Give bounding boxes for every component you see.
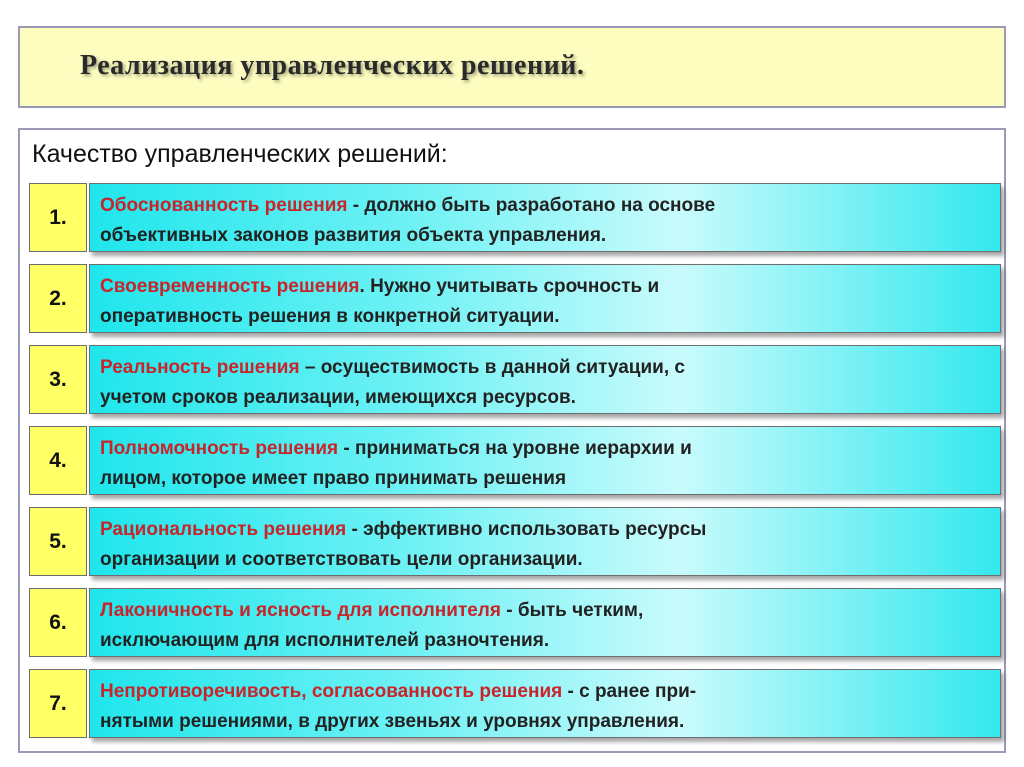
item-description	[89, 507, 1001, 576]
item-number: 5.	[29, 507, 87, 576]
item-text: - быть четким, исключающим для исполнителей разночтения.	[100, 600, 644, 651]
item-number: 7.	[29, 669, 87, 738]
list-item	[29, 507, 999, 578]
item-term: Реальность решения	[100, 357, 300, 378]
item-text: - эффективно использовать ресурсы организации и соответствовать цели организации.	[100, 519, 707, 570]
item-description	[89, 588, 1001, 657]
list-item	[29, 264, 999, 335]
item-text: - должно быть разработано на основе объективных законов развития объекта управления.	[100, 195, 716, 246]
item-term: Лаконичность и ясность для исполнителя	[100, 600, 501, 621]
slide-title: Реализация управленческих решений.	[80, 50, 585, 81]
item-term: Своевременность решения	[100, 276, 360, 297]
item-description	[89, 426, 1001, 495]
item-number: 4.	[29, 426, 87, 495]
item-text: – осуществимость в данной ситуации, с учетом сроков реализации, имеющихся ресурсов.	[100, 357, 685, 408]
item-text: - с ранее при- нятыми решениями, в других звеньях и уровнях управления.	[100, 681, 697, 732]
item-number: 2.	[29, 264, 87, 333]
list-item	[29, 588, 999, 659]
item-number: 1.	[29, 183, 87, 252]
title-banner	[18, 26, 1006, 108]
list-item	[29, 669, 999, 740]
content-panel	[18, 128, 1006, 753]
item-description	[89, 669, 1001, 738]
item-description	[89, 183, 1001, 252]
list-item	[29, 426, 999, 497]
item-term: Обоснованность решения	[100, 195, 348, 216]
item-term: Полномочность решения	[100, 438, 339, 459]
item-text: . Нужно учитывать срочность и оперативность решения в конкретной ситуации.	[100, 276, 660, 327]
item-description	[89, 345, 1001, 414]
item-text: - приниматься на уровне иерархии и лицом, которое имеет право принимать решения	[100, 438, 692, 489]
item-number: 6.	[29, 588, 87, 657]
item-description	[89, 264, 1001, 333]
list-item	[29, 183, 999, 254]
item-term: Непротиворечивость, согласованность решения	[100, 681, 563, 702]
list-item	[29, 345, 999, 416]
section-heading: Качество управленческих решений:	[32, 140, 448, 168]
item-number: 3.	[29, 345, 87, 414]
item-term: Рациональность решения	[100, 519, 347, 540]
